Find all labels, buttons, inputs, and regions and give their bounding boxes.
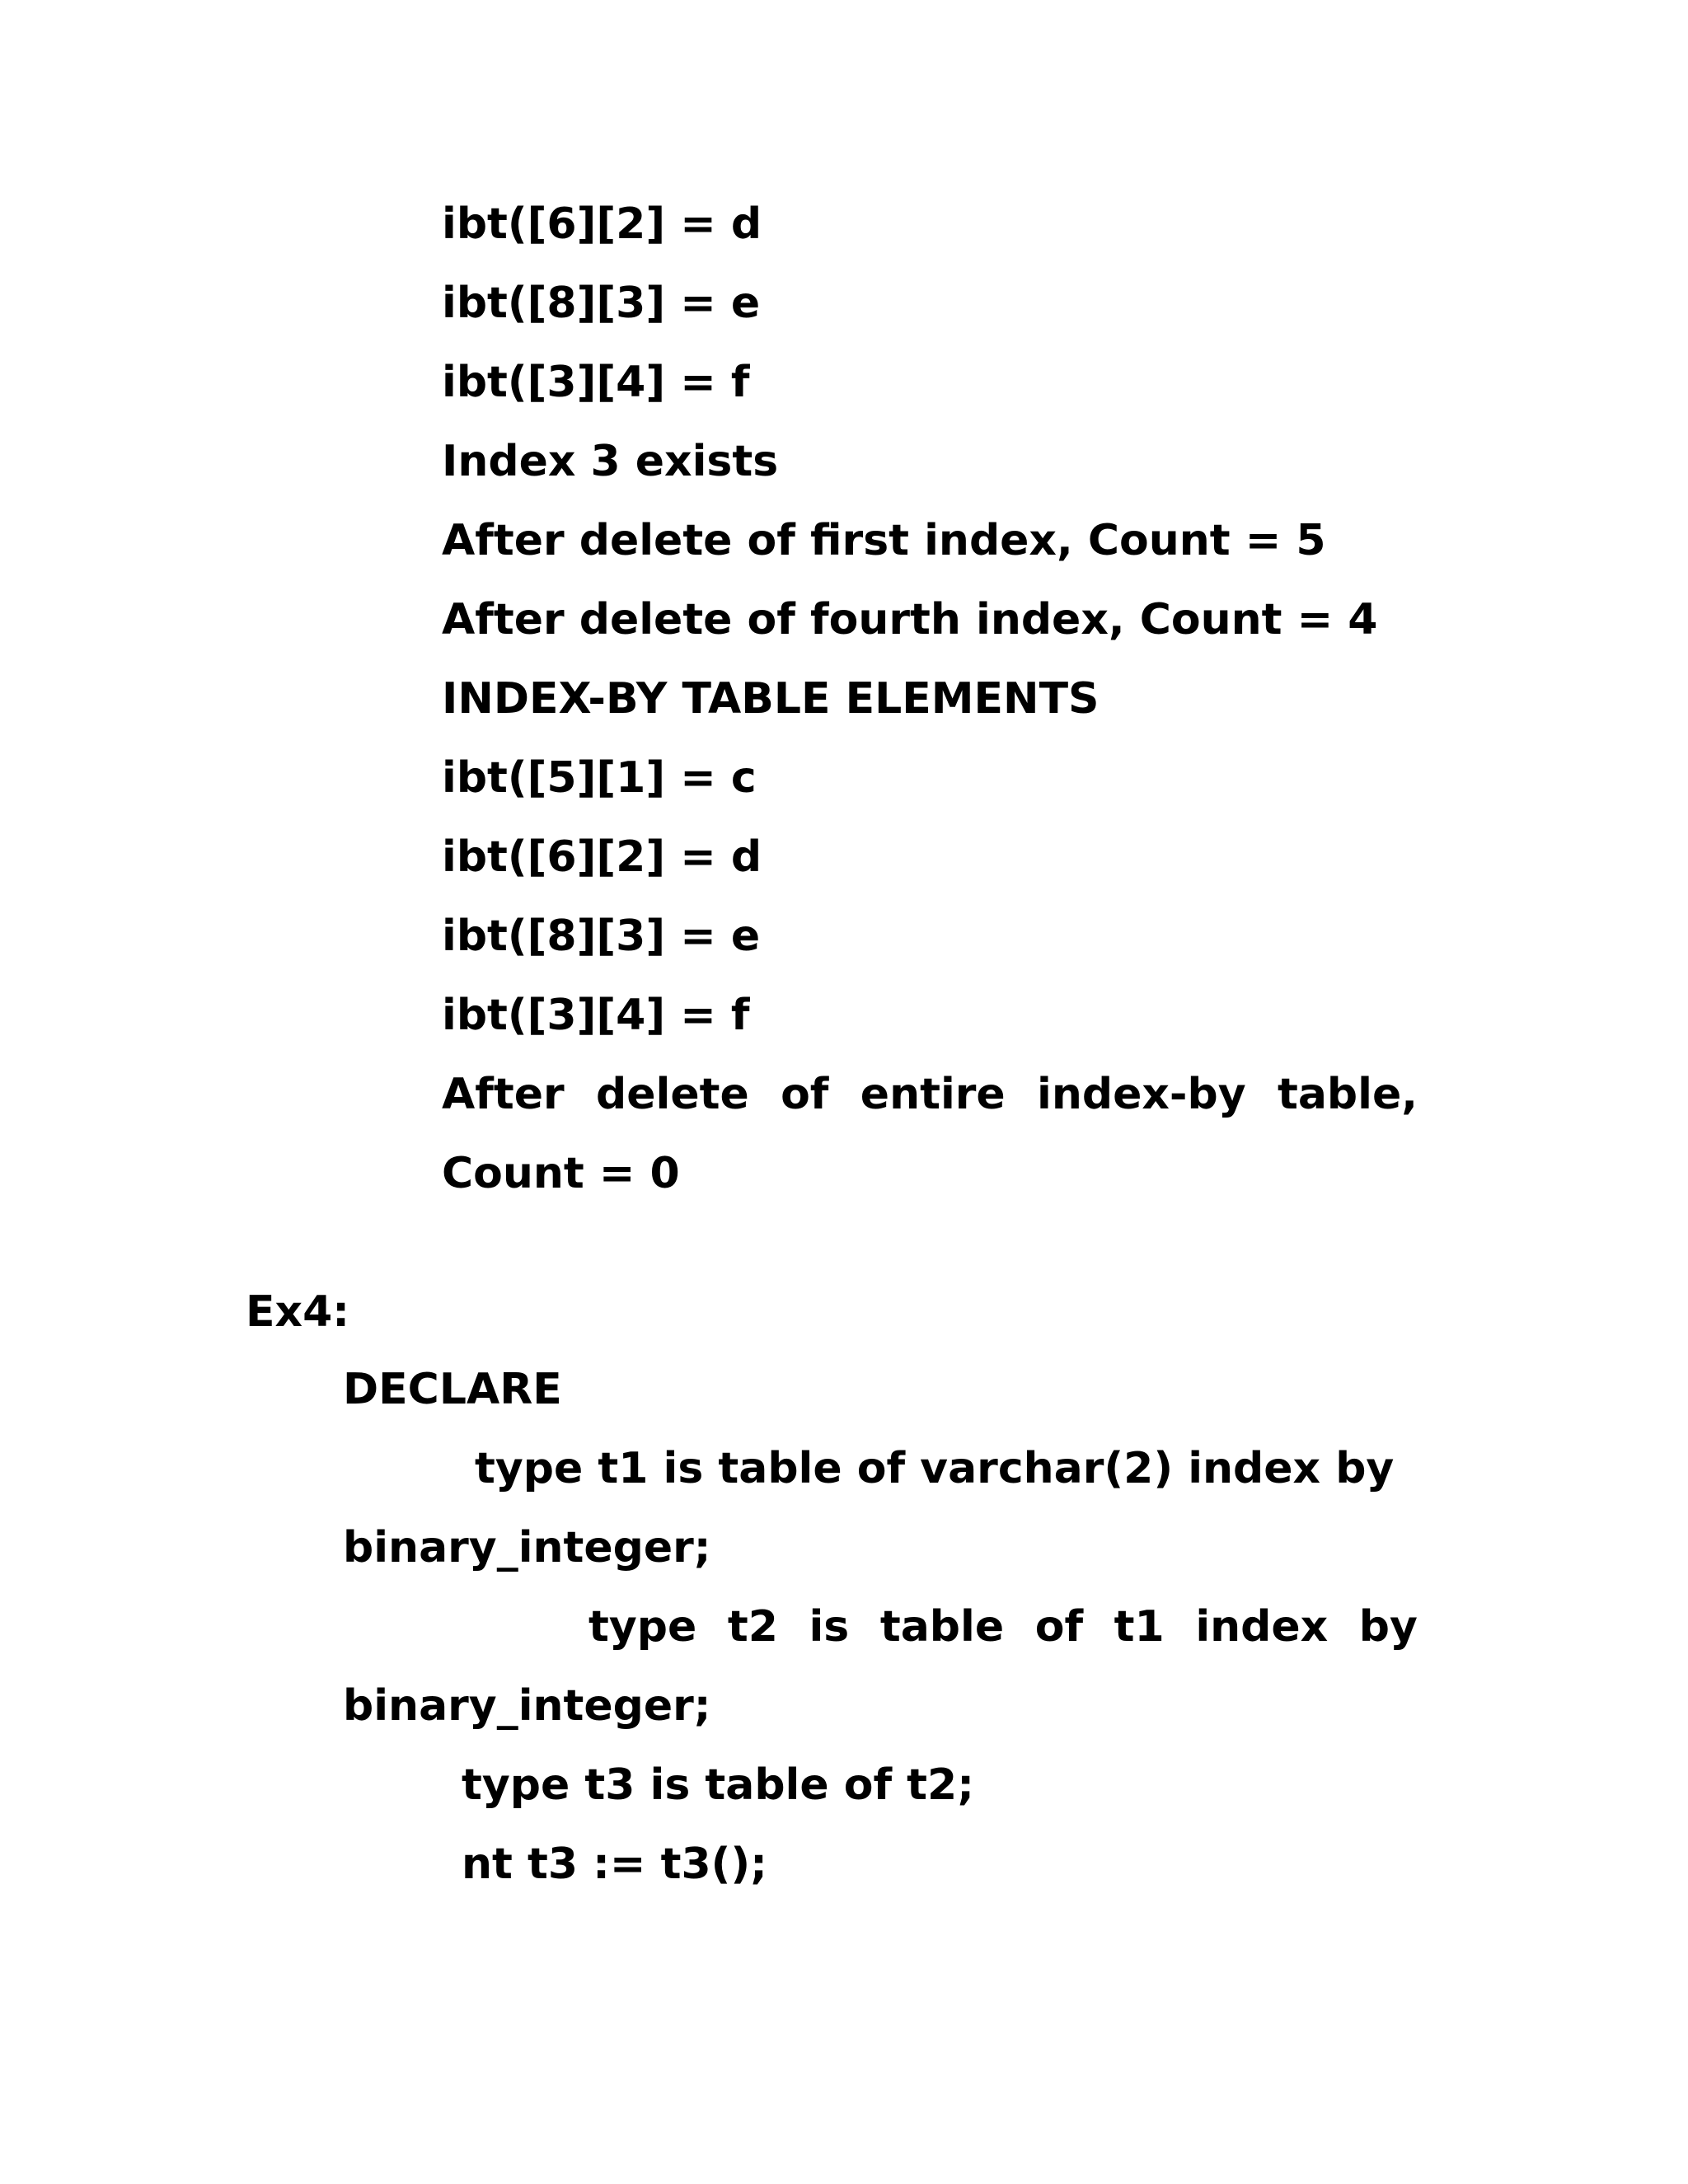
- word: t1: [1114, 1602, 1165, 1652]
- output-line: ibt([6][2] = d: [442, 199, 762, 249]
- final-output-continuation: Count = 0: [442, 1149, 680, 1198]
- output-line: ibt([6][2] = d: [442, 832, 762, 882]
- word: table,: [1277, 1070, 1418, 1119]
- code-line-nt: nt t3 := t3();: [462, 1840, 767, 1889]
- code-line-t2-continuation: binary_integer;: [343, 1681, 711, 1731]
- code-line-t1-continuation: binary_integer;: [343, 1523, 711, 1572]
- word: index-by: [1037, 1070, 1246, 1119]
- word: index: [1195, 1602, 1329, 1652]
- word: t2: [727, 1602, 778, 1652]
- word: is: [809, 1602, 850, 1652]
- word: by: [1358, 1602, 1418, 1652]
- output-line: INDEX-BY TABLE ELEMENTS: [442, 674, 1100, 724]
- declare-keyword: DECLARE: [343, 1365, 562, 1414]
- code-line-t2: [588, 1601, 1418, 1653]
- output-line: ibt([8][3] = e: [442, 912, 761, 961]
- word: type: [588, 1602, 697, 1652]
- example-label: Ex4:: [246, 1287, 350, 1337]
- word: table: [879, 1602, 1005, 1652]
- word: After: [442, 1070, 565, 1119]
- word: delete: [596, 1070, 749, 1119]
- word: of: [781, 1070, 829, 1119]
- word: of: [1034, 1602, 1084, 1652]
- output-line: ibt([5][1] = c: [442, 753, 757, 803]
- output-line: Index 3 exists: [442, 437, 779, 486]
- output-line: After delete of fourth index, Count = 4: [442, 595, 1378, 644]
- output-line: ibt([3][4] = f: [442, 991, 750, 1040]
- final-output-line: [442, 1068, 1418, 1121]
- output-line: After delete of first index, Count = 5: [442, 516, 1326, 565]
- word: entire: [860, 1070, 1006, 1119]
- code-line-t1: type t1 is table of varchar(2) index by: [475, 1444, 1395, 1493]
- output-line: ibt([3][4] = f: [442, 358, 750, 407]
- output-line: ibt([8][3] = e: [442, 279, 761, 328]
- code-line-t3: type t3 is table of t2;: [462, 1760, 975, 1810]
